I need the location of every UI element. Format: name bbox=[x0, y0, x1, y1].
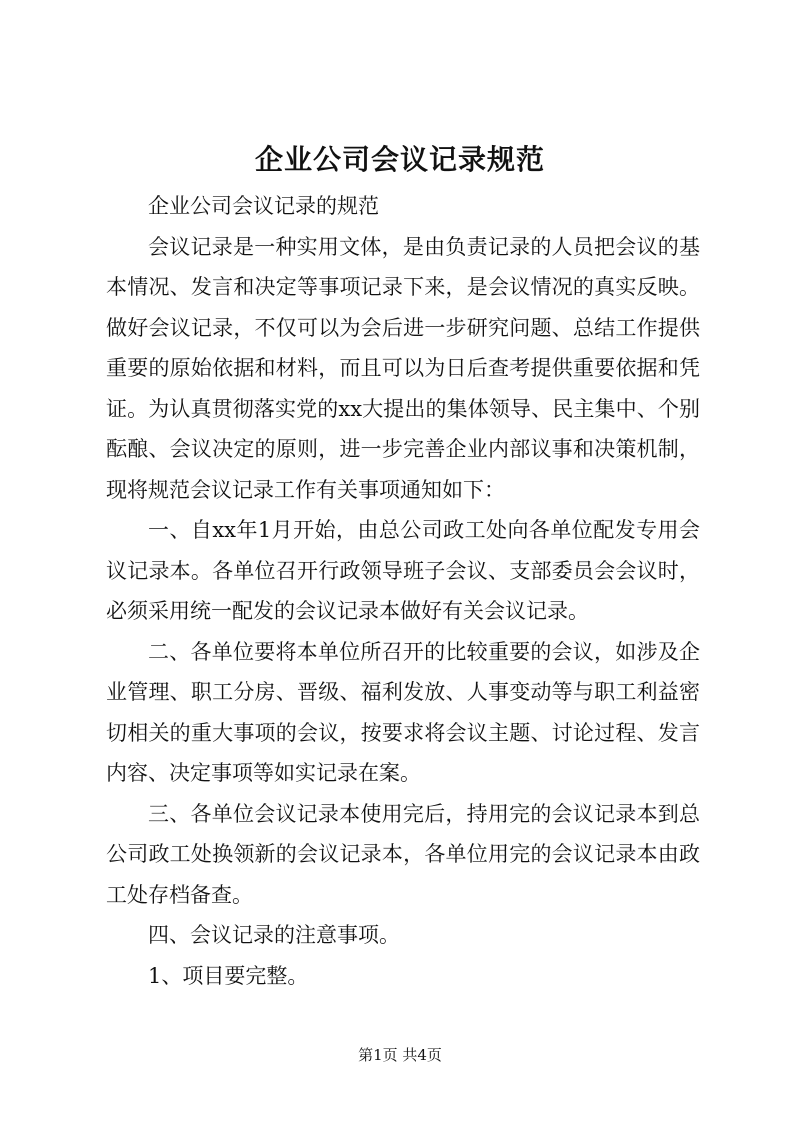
paragraph-subtitle: 企业公司会议记录的规范 bbox=[148, 194, 379, 218]
paragraph-item-4: 四、会议记录的注意事项。 bbox=[148, 923, 400, 947]
paragraph-item-1: 一、自xx年1月开始，由总公司政工处向各单位配发专用会议记录本。各单位召开行政领导班子会议、支部委员会会议时，必须采用统一配发的会议记录本做好有关会议记录。 bbox=[106, 518, 700, 623]
document-title: 企业公司会议记录规范 bbox=[254, 143, 545, 176]
paragraph-subitem-1: 1、项目要完整。 bbox=[148, 963, 309, 988]
page-footer: 第1页 共4页 bbox=[358, 1046, 442, 1064]
paragraph-intro: 会议记录是一种实用文体，是由负责记录的人员把会议的基本情况、发言和决定等事项记录下来，是会议情况的真实反映。做好会议记录，不仅可以为会后进一步研究问题、总结工作提供重要的原始依据和材料，而且可以为日后查考提供重要依据和凭证。为认真贯彻落实党的xx大提出的集体领导、民主集中、个别酝酿、会议决定的原则，进一步完善企业内部议事和决策机制，现将规范会议记录工作有关事项通知如下： bbox=[106, 234, 700, 502]
paragraph-item-3: 三、各单位会议记录本使用完后，持用完的会议记录本到总公司政工处换领新的会议记录本，各单位用完的会议记录本由政工处存档备查。 bbox=[106, 801, 700, 907]
paragraph-item-2: 二、各单位要将本单位所召开的比较重要的会议，如涉及企业管理、职工分房、晋级、福利发放、人事变动等与职工利益密切相关的重大事项的会议，按要求将会议主题、讨论过程、发言内容、决定事项等如实记录在案。 bbox=[106, 639, 700, 785]
document-body bbox=[106, 186, 700, 996]
